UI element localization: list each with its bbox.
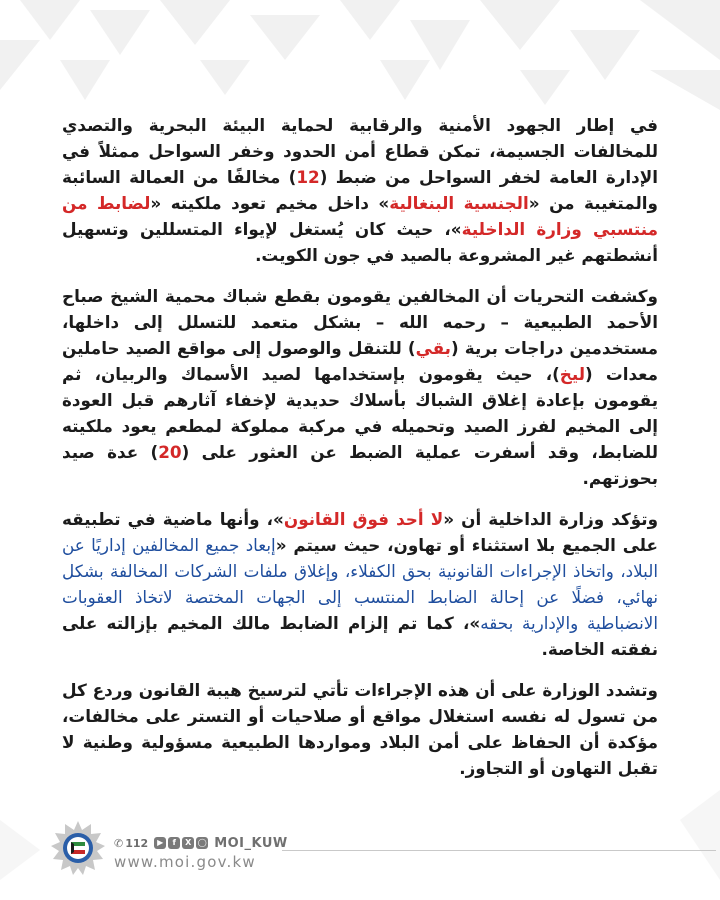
footer	[50, 820, 670, 880]
paragraph-3	[62, 506, 658, 662]
youtube-icon[interactable]: ▶	[154, 837, 166, 849]
text-segment: وكشفت التحريات أن المخالفين يقومون بقطع شباك محمية الشيخ صباح الأحمد الطبيعية – رحمه الله – بشكل متعمد للتسلل إلى داخلها، مستخدمين دراجات برية (	[62, 286, 658, 358]
text-segment: »، وأنها ماضية في تطبيقه على الجميع بلا استثناء أو تهاون، حيث سيتم «	[62, 509, 658, 555]
footer-divider	[282, 850, 716, 851]
phone-group	[114, 837, 148, 850]
text-segment: )، حيث يقومون بإستخدامها لصيد الأسماك والربيان، ثم يقومون بإعادة إغلاق الشباك بأسلاك حديدية لإخفاء آثارهم قبل العودة إلى المخيم لفرز الصيد وتحميله في مركبة مملوكة لمطعم يعود ملكيته للضابط، وقد أسفرت عملية الضبط عن العثور على (	[62, 364, 658, 462]
text-segment: وتؤكد وزارة الداخلية أن «	[443, 509, 659, 529]
social-handle[interactable]: MOI_KUW	[214, 835, 288, 851]
contact-row	[114, 834, 288, 852]
highlight-measures: إبعاد جميع المخالفين إداريًا عن البلاد، واتخاذ الإجراءات القانونية بحق الكفلاء، وإغلاق ملفات الشركات المخالفة بشكل نهائي، فضلًا عن إحالة الضابط المنتسب إلى الجهات المختصة لاتخاذ العقوبات الانضباطية والإدارية بحقه	[62, 535, 659, 633]
text-segment: »، كما تم إلزام الضابط مالك المخيم بإزالته على نفقته الخاصة.	[62, 613, 658, 659]
highlight-nationality: الجنسية البنغالية	[389, 193, 529, 213]
violators-count: 12	[296, 167, 320, 187]
paragraph-1	[62, 112, 658, 268]
x-icon[interactable]: X	[182, 837, 194, 849]
text-segment: » داخل مخيم تعود ملكيته «	[150, 193, 390, 213]
text-segment: ) مخالفًا من العمالة السائبة والمتغيبة من «	[62, 167, 658, 213]
highlight-slogan: لا أحد فوق القانون	[283, 509, 444, 529]
phone-number: 112	[125, 836, 149, 850]
paragraph-2	[62, 283, 658, 491]
highlight-officer: لضابط من منتسبي وزارة الداخلية	[62, 193, 659, 239]
text-segment: ) للتنقل والوصول إلى مواقع الصيد حاملين معدات (	[62, 338, 658, 384]
article-body	[62, 112, 658, 796]
instagram-icon[interactable]: ◯	[197, 838, 207, 847]
highlight-bike: بقي	[415, 338, 451, 358]
fishing-gear-count: 20	[158, 442, 182, 462]
facebook-icon[interactable]: f	[168, 837, 180, 849]
highlight-equipment: ليخ	[559, 364, 586, 384]
moi-emblem-icon	[50, 820, 106, 876]
phone-icon: ✆	[114, 836, 124, 850]
website-link[interactable]: www.moi.gov.kw	[114, 853, 256, 871]
text-segment: في إطار الجهود الأمنية والرقابية لحماية البيئة البحرية والتصدي للمخالفات الجسيمة، تمكن قطاع أمن الحدود وخفر السواحل ممثلاً في الإدارة العامة لخفر السواحل من ضبط (	[62, 115, 658, 187]
social-icons	[154, 837, 208, 849]
paragraph-4: وتشدد الوزارة على أن هذه الإجراءات تأتي لترسيخ هيبة القانون وردع كل من تسول له نفسه استغلال مواقع أو صلاحيات أو التستر على مخالفات، مؤكدة أن الحفاظ على أمن البلاد ومواردها الطبيعية مسؤولية وطنية لا تقبل التهاون أو التجاوز.	[62, 680, 658, 778]
text-segment: »، حيث كان يُستغل لإيواء المتسللين وتسهيل أنشطتهم غير المشروعة بالصيد في جون الكويت.	[62, 219, 658, 265]
text-segment: ) عدة صيد بحوزتهم.	[62, 442, 658, 488]
